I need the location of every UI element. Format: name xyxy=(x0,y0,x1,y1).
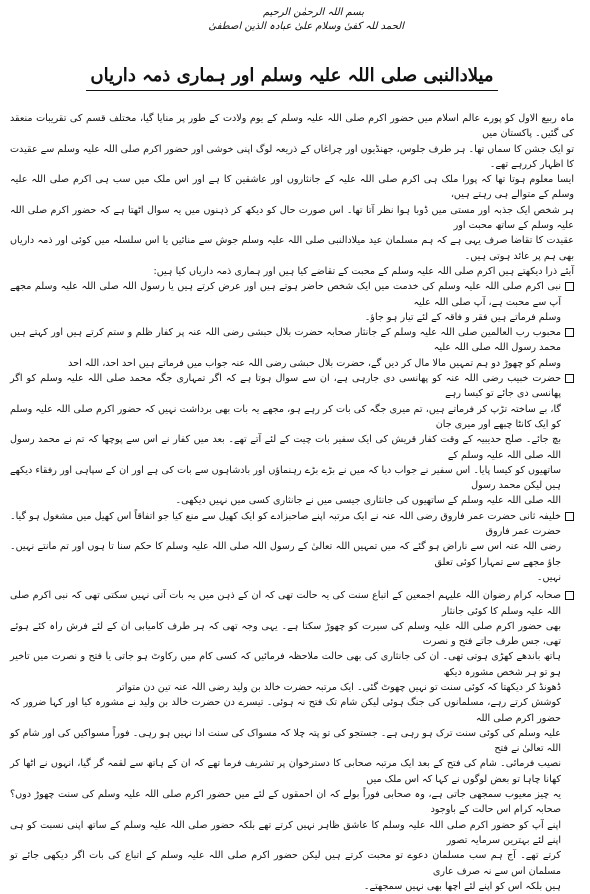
item-line: یہ چیز معیوب سمجھی جاتی ہے، وہ صحابی فوراً بولے کہ ان احمقوں کے لئے میں حضور اکرم صلی اللہ علیہ وسلم کی سنت چھوڑ دوں؟ صحابہ کرام اس حالت کے باوجود xyxy=(10,789,561,816)
checkbox-square-icon xyxy=(565,512,574,521)
list-item xyxy=(10,588,574,894)
item-line: علیہ وسلم کی کوئی سنت ترک ہو رہی ہے۔ جستجو کی تو پتہ چلا کہ مسواک کی سنت ادا نہیں ہو رہی۔ فوراً مسواکیں کی اور شام کو اللہ تعالیٰ نے فتح xyxy=(10,727,561,755)
item-line: بچ جائے۔ صلح حدیبیہ کے وقت کفار قریش کی ایک سفیر بات چیت کے لئے آتے تھے۔ بعد میں کفار نے اس سے پوچھا کہ تم نے محمد رسول اللہ صلی اللہ علیہ وسلم کے xyxy=(10,434,561,461)
item-line: نہیں۔ xyxy=(536,571,561,583)
list-item xyxy=(10,279,574,325)
item-line: کرتے تھے۔ آج ہم سب مسلمان دعوے تو محبت کرتے ہیں لیکن حضور اکرم صلی اللہ علیہ وسلم کے اتباع کی بات اگر دیکھی جائے تو مسلمان اس سے نہ صرف عاری xyxy=(10,850,561,877)
item-line: کوشش کرتے رہے، مسلمانوں کی جنگ ہوئی لیکن شام تک فتح نہ ہوئی۔ تیسرے دن حضرت خالد بن ولید نے مشورہ کیا اور کہا ضرور کہ حضور اکرم صلی اللہ xyxy=(10,697,561,724)
bismillah-line: بسم اللہ الرحمٰن الرحیم xyxy=(262,7,364,18)
item-line: گا، بے ساختہ تڑپ کر فرماتے ہیں، تم میری جگہ کی بات کر رہے ہو، مجھے یہ بات بھی برداشت نہیں کہ حضور اکرم صلی اللہ علیہ وسلم کو ایک کانٹا چبھے اور میری جان xyxy=(10,403,561,430)
item-line: خلیفہ ثانی حضرت عمر فاروق رضی اللہ عنہ نے ایک مرتبہ اپنے صاحبزادے کو ایک کھیل سے منع کیا جو اتفاقاً اس کھیل میں مشغول ہو گیا۔ حضرت عمر فاروق xyxy=(10,510,561,538)
page-title: میلادالنبی صلی اللہ علیہ وسلم اور ہماری ذمہ داریاں xyxy=(86,64,497,91)
list-item xyxy=(10,325,574,371)
article-body xyxy=(10,111,574,894)
checkbox-square-icon xyxy=(565,374,574,383)
intro-line: عقیدت کا تقاضا صرف یہی ہے کہ ہم مسلمان عید میلادالنبی صلی اللہ علیہ وسلم جوش سے منائیں یا اس سلسلہ میں کوئی اور ذمہ داریاں بھی ہم پر عائد ہوتی ہیں۔ xyxy=(10,235,574,262)
item-line: نصیب فرمائی۔ شام کی فتح کے بعد ایک مرتبہ صحابی کا دسترخوان پر تشریف فرما تھے کہ ان کے ہاتھ سے لقمہ گر گیا، انہوں نے اٹھا کر کھانا چاہا تو بعض لوگوں نے کہا کہ اس ملک میں xyxy=(10,758,561,785)
title-container xyxy=(10,64,574,91)
intro-line: ایسا معلوم ہوتا تھا کہ پورا ملک ہی اکرم صلی اللہ علیہ کے جانثاروں اور عاشقین کا ہے اور اس ملک میں سب ہی اکرم صلی اللہ علیہ وسلم کے متوالے ہی رہتے ہیں، xyxy=(10,174,574,201)
item-line: رضی اللہ عنہ اس سے ناراض ہو گئے کہ میں تمہیں اللہ تعالیٰ کے رسول اللہ صلی اللہ علیہ وسلم کا حکم سنا تا ہوں اور تم مانتے نہیں۔ جاؤ مجھے سے تمہارا کوئی تعلق xyxy=(10,541,561,568)
item-line: ساتھیوں کو کیسا پایا۔ اس سفیر نے جواب دیا کہ میں نے بڑے بڑے رہنماؤں اور بادشاہوں سے بات کی ہے اور ان کے سپاہی اور رفقاء دیکھے ہیں لیکن محمد رسول xyxy=(10,464,561,492)
item-line: نبی اکرم صلی اللہ علیہ وسلم کی خدمت میں ایک شخص حاضر ہوتے ہیں اور عرض کرتے ہیں یا رسول اللہ صلی اللہ علیہ وسلم مجھے آپ سے محبت ہے، آپ صلی اللہ علیہ xyxy=(10,281,561,308)
item-line: اپنے آپ کو حضور اکرم صلی اللہ علیہ وسلم کا عاشق ظاہر نہیں کرتے تھے بلکہ حضور صلی اللہ علیہ وسلم کے ساتھ اپنی نسبت کو ہی اپنے لئے بہترین سرمایہ تصور xyxy=(10,819,561,846)
item-line: وسلم کو چھوڑ دو ہم تمہیں مالا مال کر دیں گے، حضرت بلال حبشی رضی اللہ عنہ جواب میں فرماتے ہیں احد احد، اللہ احد xyxy=(68,357,561,369)
checkbox-square-icon xyxy=(565,591,574,600)
checkbox-square-icon xyxy=(565,328,574,337)
intro-line: آیئے ذرا دیکھتے ہیں اکرم صلی اللہ علیہ وسلم کے محبت کے تقاضے کیا ہیں اور ہماری ذمہ داریاں کیا ہیں: xyxy=(153,265,574,277)
item-line: حضرت خبیب رضی اللہ عنہ کو پھانسی دی جارہی ہے، ان سے سوال ہوتا ہے کہ اگر تمہاری جگہ محمد صلی اللہ علیہ وسلم کو اگر پھانسی دی جائے تو کیسا رہے xyxy=(10,373,561,400)
item-line: بھی حضور اکرم صلی اللہ علیہ وسلم کی سیرت کو چھوڑ سکتا ہے۔ یہی وجہ تھی کہ ہر طرف کامیابی ان کے لئے فرش راہ کئے ہوئے تھی، جس طرف جاتے فتح و نصرت xyxy=(10,620,561,648)
item-line: ہاتھ باندھے کھڑی ہوتی تھی۔ ان کی جانثاری کی بھی حالت ملاحظہ فرمائیں کہ کسی کام میں رکاوٹ ہو جاتی یا فتح و نصرت میں تاخیر ہو تو ہر شخص مشورہ دیکھ xyxy=(10,651,561,678)
intro-line: ماہ ربیع الاول کو پورے عالم اسلام میں حضور اکرم صلی اللہ علیہ وسلم کے یوم ولادت کے طور پر منایا گیا، مختلف قسم کی تقریبات منعقد کی گئیں۔ پاکستان میں xyxy=(10,113,574,140)
list-item xyxy=(10,371,574,509)
item-line: ڈھونڈ کر دیکھتا کہ کوئی سنت تو نہیں چھوٹ گئی۔ ایک مرتبہ حضرت خالد بن ولید رضی اللہ عنہ تین دن متواتر xyxy=(116,681,561,693)
hamd-line: الحمد للہ کفیٰ وسلام علیٰ عبادہ الذین اصطفیٰ xyxy=(208,21,404,32)
list-item xyxy=(10,509,574,585)
item-line: وسلم فرماتے ہیں فقر و فاقہ کے لئے تیار ہو جاؤ۔ xyxy=(364,311,561,323)
item-line: ہیں بلکہ اس کو اپنے لئے اچھا بھی نہیں سمجھتے۔ xyxy=(363,880,561,892)
intro-line: تو ایک جشن کا سماں تھا۔ ہر طرف جلوس، جھنڈیوں اور چراغاں کے ذریعہ لوگ اپنی خوشی اور حضور اکرم صلی اللہ علیہ وسلم سے عقیدت کا اظہار کررہے تھے۔ xyxy=(10,143,574,170)
intro-line: ہر شخص ایک جذبہ اور مستی میں ڈوبا ہوا نظر آتا تھا۔ اس صورت حال کو دیکھ کر ذہنوں میں یہ سوال اٹھتا ہے کہ حضور اکرم صلی اللہ علیہ وسلم کے ساتھ محبت اور xyxy=(10,204,574,232)
item-line: محبوب رب العالمین صلی اللہ علیہ وسلم کے جانثار صحابہ حضرت بلال حبشی رضی اللہ عنہ پر کفار ظلم و ستم کرتے ہیں اور کہتے ہیں محمد رسول اللہ صلی اللہ علیہ xyxy=(10,327,561,354)
checkbox-square-icon xyxy=(565,282,574,291)
item-line: اللہ صلی اللہ علیہ وسلم کے ساتھیوں کی جانثاری جیسی میں نے جانثاری کسی میں نہیں دیکھی۔ xyxy=(175,495,561,507)
intro-paragraph xyxy=(10,111,574,279)
item-line: صحابہ کرام رضوان اللہ علیہم اجمعین کے اتباع سنت کی یہ حالت تھی کہ ان کے ذہن میں یہ بات آتی نہیں سکتی تھی کہ نبی اکرم صلی اللہ علیہ وسلم کا کوئی جانثار xyxy=(10,590,561,617)
